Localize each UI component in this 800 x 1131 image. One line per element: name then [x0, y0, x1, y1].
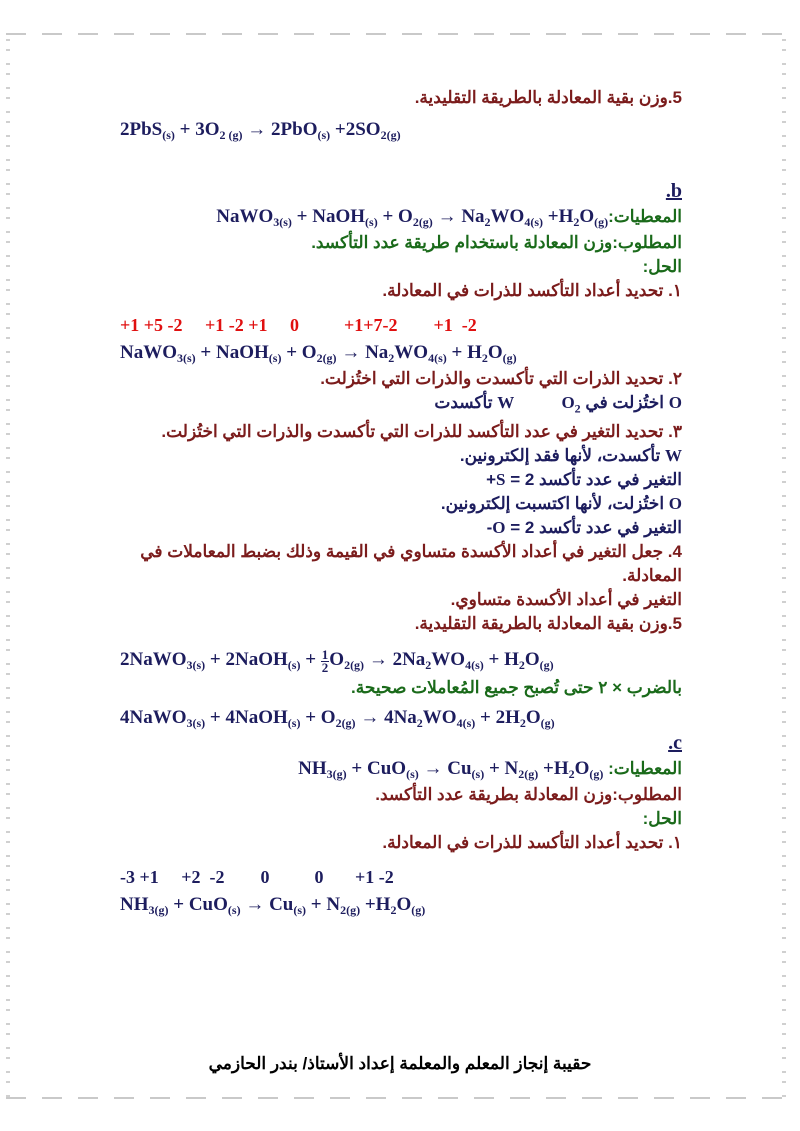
step1-c: ١. تحديد أعداد التأكسد للذرات في المعادلة. [382, 833, 682, 853]
page-border-top [6, 33, 788, 35]
given-c-line [120, 755, 682, 783]
given-equation-b: NaWO$_{3(s)}$ + NaOH$_{(s)}$ + $O_{2(g)} \to Na_2WO_{4(s)} +H_2O_{(g)}$ [216, 206, 609, 229]
required-b: المطلوب:وزن المعادلة باستخدام طريقة عدد التأكسد. [311, 233, 682, 252]
o-change-line: التغير في عدد تأكسد O = 2- [486, 518, 682, 538]
oxidation-numbers-c: -3 +1 +2 -2 0 0 +1 -2 [120, 867, 394, 888]
equation-pbs: $2PbS_{(s)} + 3O_2$ $_{(g)} \to 2PbO_{(s)} +2SO_{2(g)}$ [120, 119, 401, 142]
step3-b: ٣. تحديد التغير في عدد التأكسد للذرات التي تأكسدت والذرات التي اختُزلت. [161, 422, 682, 442]
equal-change-note: التغير في أعداد الأكسدة متساوي. [450, 590, 682, 610]
required-c: المطلوب:وزن المعادلة بطريقة عدد التأكسد. [375, 785, 682, 805]
step5-b: 5.وزن بقية المعادلة بالطريقة التقليدية. [414, 614, 682, 634]
step1-b: ١. تحديد أعداد التأكسد للذرات في المعادلة. [382, 281, 682, 300]
section-b-label: .b [665, 180, 682, 202]
solution-c-label: الحل: [642, 809, 682, 829]
equation-b-final: 4NaWO$_{3(s)}$ + 4NaOH$_{(s)}$ + $O_{2(g)} \to 4Na_2WO_{4(s)} + 2H_2O_{(g)}$ [120, 707, 555, 731]
step4-b-line1: 4. جعل التغير في أعداد الأكسدة متساوي في القيمة وذلك بضبط المعاملات في [140, 542, 682, 562]
step4-b-line2: المعادلة. [622, 566, 682, 586]
given-label: المعطيات: [608, 207, 682, 226]
half-fraction: $\frac{1}{2}$ [321, 646, 329, 675]
document-body [120, 86, 682, 919]
w-change-line: التغير في عدد تأكسد S = 2+ [486, 470, 682, 490]
given-label-c: المعطيات: [603, 759, 682, 779]
page-border-right [782, 35, 786, 1097]
o-reduced-line: O اختُزلت، لأنها اكتسبت إلكترونين. [440, 494, 682, 514]
multiply-note: بالضرب × ٢ حتى تُصبح جميع المُعاملات صحيحة. [351, 678, 682, 698]
w-oxidized-line: W تأكسدت، لأنها فقد إلكترونين. [459, 446, 682, 466]
given-b-line [120, 203, 682, 231]
page-footer: حقيبة إنجاز المعلم والمعلمة إعداد الأستاذ/ بندر الحازمي [208, 1054, 592, 1073]
equation-b-fractional: 2NaWO$_{3(s)}$ + 2NaOH$_{(s)}$ + $\frac{1}{2}$ $O_{2(g)} \to 2Na_2WO_{4(s)} + H_2O_{(g)}$ [120, 646, 554, 675]
solution-b-label: الحل: [642, 257, 682, 276]
section-c-label: .c [668, 732, 682, 755]
equation-b-ox: NaWO$_{3(s)}$ + NaOH$_{(s)}$ + $O_{2(g)} \to Na_2WO_{4(s)} + H_2O_{(g)}$ [120, 342, 517, 365]
step2-b: ٢. تحديد الذرات التي تأكسدت والذرات التي اختُزلت. [320, 369, 682, 388]
equation-c-ox: $NH_{3(g)} + CuO_{(s)} \to Cu_{(s)} + N_{2(g)} +H_2O_{(g)}$ [120, 894, 426, 918]
step5-heading-top: 5.وزن بقية المعادلة بالطريقة التقليدية. [414, 88, 682, 107]
oxidation-numbers-b: +1 +5 -2 +1 -2 +1 0 +1+7-2 +1 -2 [120, 315, 477, 335]
step2-result-b: O اختُزلت في $O_2$ W تأكسدت [434, 393, 682, 416]
page-border-left [6, 35, 10, 1097]
given-equation-c: $NH_{3(g)} + CuO_{(s)} \to Cu_{(s)} + N_{2(g)} +H_2O_{(g)}$ [298, 758, 604, 782]
page-border-bottom [6, 1097, 788, 1099]
